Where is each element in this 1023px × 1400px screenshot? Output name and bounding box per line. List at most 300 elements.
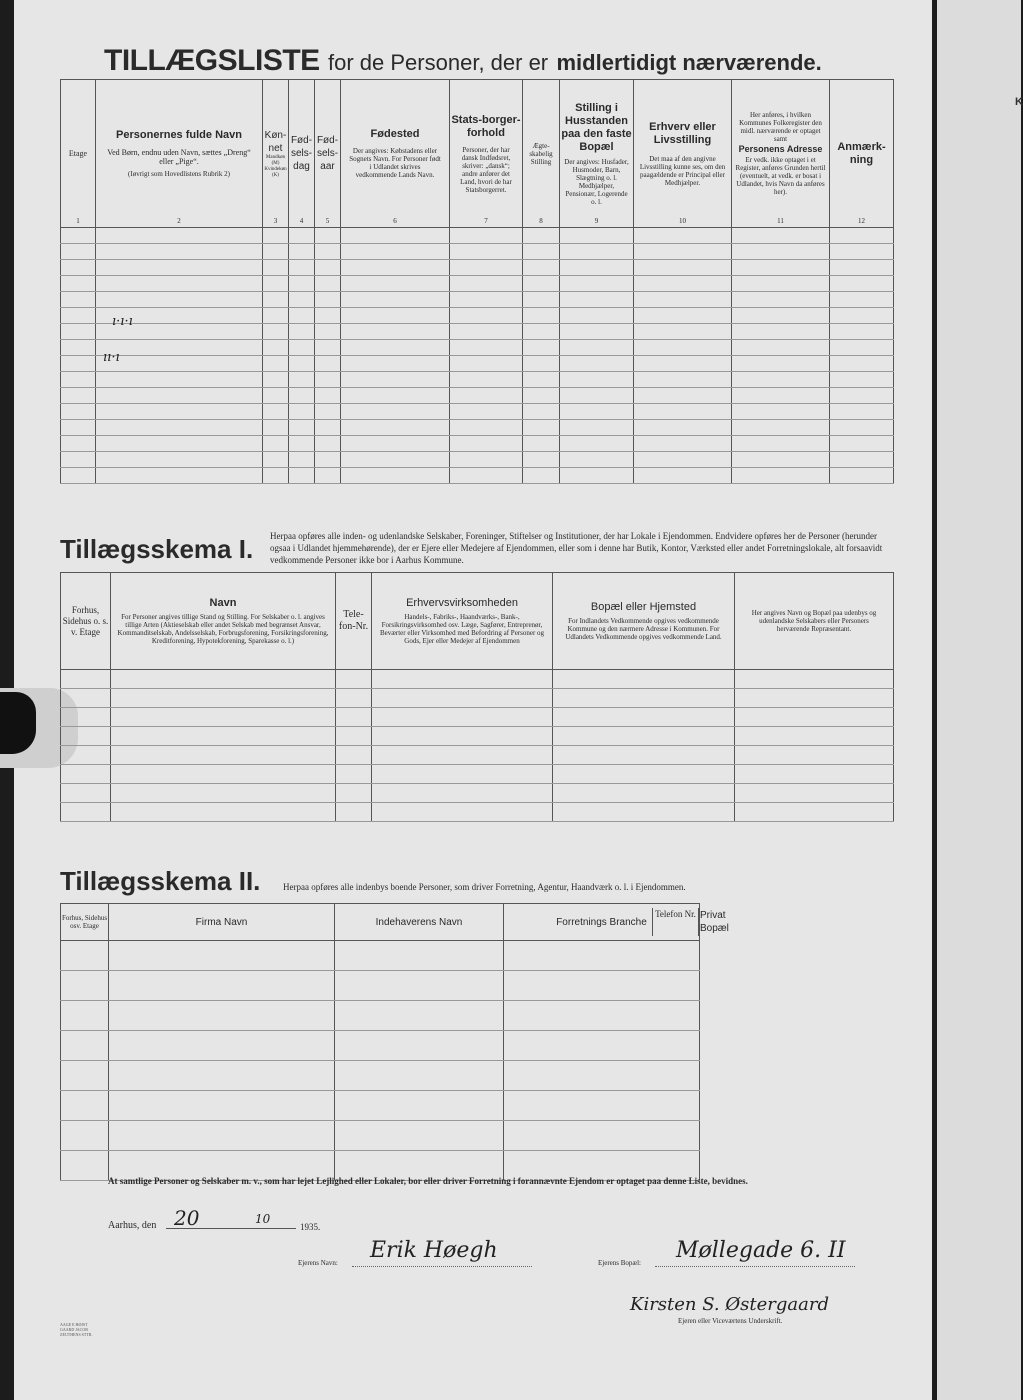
s1-col-etage: Forhus, Sidehus o. s. v. Etage <box>61 573 111 670</box>
table-cell[interactable] <box>315 260 341 276</box>
table-cell[interactable] <box>341 356 450 372</box>
table-cell[interactable] <box>61 244 96 260</box>
skema2-row <box>61 1031 894 1061</box>
list-row <box>61 420 894 436</box>
table-cell[interactable] <box>109 1001 335 1031</box>
table-cell[interactable] <box>61 308 96 324</box>
table-cell[interactable] <box>335 971 504 1001</box>
table-cell[interactable] <box>560 292 634 308</box>
table-cell[interactable] <box>735 803 894 822</box>
table-cell[interactable] <box>830 468 894 484</box>
table-cell[interactable] <box>560 276 634 292</box>
table-cell[interactable] <box>560 244 634 260</box>
table-cell[interactable] <box>335 1061 504 1091</box>
table-cell[interactable] <box>111 670 336 689</box>
table-cell[interactable] <box>560 324 634 340</box>
table-cell[interactable] <box>450 340 523 356</box>
table-cell[interactable] <box>553 708 735 727</box>
table-cell[interactable] <box>560 436 634 452</box>
list-row <box>61 468 894 484</box>
table-cell[interactable] <box>315 308 341 324</box>
s1-col-erhverv: Erhvervsvirksomheden Handels-, Fabriks-, Haandværks-, Bank-, Forsikringsvirksomhed osv. Læge, Sagfører, Entreprenør, Beværter eller Virksomhed med Befordring af Personer og Gods, Ejer eller Medejer af Ejendommen <box>372 573 553 670</box>
table-cell[interactable] <box>289 420 315 436</box>
table-cell[interactable] <box>111 784 336 803</box>
table-cell[interactable] <box>336 765 372 784</box>
table-cell[interactable] <box>96 356 263 372</box>
table-cell[interactable] <box>523 228 560 244</box>
table-cell[interactable] <box>523 308 560 324</box>
table-cell[interactable] <box>263 324 289 340</box>
table-cell[interactable] <box>289 244 315 260</box>
table-cell[interactable] <box>735 784 894 803</box>
table-cell[interactable] <box>111 765 336 784</box>
table-cell[interactable] <box>315 452 341 468</box>
table-cell[interactable] <box>450 228 523 244</box>
table-cell[interactable] <box>553 784 735 803</box>
table-cell[interactable] <box>560 388 634 404</box>
table-cell[interactable] <box>109 941 335 971</box>
table-cell[interactable] <box>341 436 450 452</box>
table-cell[interactable] <box>96 452 263 468</box>
table-cell[interactable] <box>61 292 96 308</box>
table-cell[interactable] <box>560 404 634 420</box>
table-cell[interactable] <box>335 941 504 971</box>
table-cell[interactable] <box>289 404 315 420</box>
table-cell[interactable] <box>553 727 735 746</box>
table-cell[interactable] <box>523 468 560 484</box>
table-cell[interactable] <box>341 324 450 340</box>
table-cell[interactable] <box>553 765 735 784</box>
table-cell[interactable] <box>61 372 96 388</box>
table-cell[interactable] <box>450 244 523 260</box>
table-cell[interactable] <box>450 468 523 484</box>
table-cell[interactable] <box>830 244 894 260</box>
table-cell[interactable] <box>263 260 289 276</box>
table-cell[interactable] <box>830 340 894 356</box>
table-cell[interactable] <box>341 244 450 260</box>
table-cell[interactable] <box>263 420 289 436</box>
col-anmaerkning: Anmærk-ning 12 <box>830 80 894 228</box>
list-row <box>61 452 894 468</box>
table-cell[interactable] <box>732 292 830 308</box>
table-cell[interactable] <box>263 340 289 356</box>
table-cell[interactable] <box>560 452 634 468</box>
table-cell[interactable] <box>450 372 523 388</box>
table-cell[interactable] <box>523 452 560 468</box>
table-cell[interactable] <box>634 404 732 420</box>
table-cell[interactable] <box>450 324 523 340</box>
table-cell[interactable] <box>735 689 894 708</box>
table-cell[interactable] <box>96 228 263 244</box>
table-cell[interactable] <box>111 746 336 765</box>
table-cell[interactable] <box>61 971 109 1001</box>
table-cell[interactable] <box>61 1001 109 1031</box>
table-cell[interactable] <box>61 228 96 244</box>
table-cell[interactable] <box>830 324 894 340</box>
table-cell[interactable] <box>61 708 111 727</box>
table-cell[interactable] <box>335 1121 504 1151</box>
table-cell[interactable] <box>96 340 263 356</box>
skema1-row <box>61 746 894 765</box>
table-cell[interactable] <box>732 420 830 436</box>
table-cell[interactable] <box>553 670 735 689</box>
table-cell[interactable] <box>341 388 450 404</box>
table-cell[interactable] <box>372 746 553 765</box>
owner-name-line <box>352 1266 532 1267</box>
table-cell[interactable] <box>735 670 894 689</box>
list-row <box>61 244 894 260</box>
table-cell[interactable] <box>111 727 336 746</box>
table-cell[interactable] <box>732 324 830 340</box>
table-cell[interactable] <box>289 468 315 484</box>
table-cell[interactable] <box>504 941 700 971</box>
table-cell[interactable] <box>61 689 111 708</box>
table-cell[interactable] <box>450 404 523 420</box>
table-cell[interactable] <box>372 803 553 822</box>
table-cell[interactable] <box>732 452 830 468</box>
list-row <box>61 308 894 324</box>
table-cell[interactable] <box>315 292 341 308</box>
table-cell[interactable] <box>263 468 289 484</box>
table-cell[interactable] <box>504 1121 700 1151</box>
table-cell[interactable] <box>61 436 96 452</box>
table-cell[interactable] <box>634 340 732 356</box>
table-cell[interactable] <box>61 452 96 468</box>
table-cell[interactable] <box>263 356 289 372</box>
table-cell[interactable] <box>504 1061 700 1091</box>
table-cell[interactable] <box>341 228 450 244</box>
table-cell[interactable] <box>523 372 560 388</box>
table-cell[interactable] <box>560 340 634 356</box>
table-cell[interactable] <box>732 228 830 244</box>
table-cell[interactable] <box>372 670 553 689</box>
owner-name-label: Ejerens Navn: <box>298 1259 338 1267</box>
table-cell[interactable] <box>341 420 450 436</box>
table-cell[interactable] <box>504 1091 700 1121</box>
skema2-row <box>61 1061 894 1091</box>
table-cell[interactable] <box>732 468 830 484</box>
table-cell[interactable] <box>263 404 289 420</box>
table-cell[interactable] <box>315 468 341 484</box>
list-row <box>61 356 894 372</box>
table-cell[interactable] <box>504 1031 700 1061</box>
table-cell[interactable] <box>315 404 341 420</box>
table-cell[interactable] <box>634 260 732 276</box>
table-cell[interactable] <box>109 1061 335 1091</box>
table-cell[interactable] <box>450 436 523 452</box>
table-cell[interactable] <box>523 436 560 452</box>
table-cell[interactable] <box>830 388 894 404</box>
table-cell[interactable] <box>372 689 553 708</box>
table-cell[interactable] <box>289 228 315 244</box>
table-cell[interactable] <box>61 941 109 971</box>
table-cell[interactable] <box>96 404 263 420</box>
table-cell[interactable] <box>341 452 450 468</box>
s1-col-telefon: Tele-fon-Nr. <box>336 573 372 670</box>
table-cell[interactable] <box>523 260 560 276</box>
table-cell[interactable] <box>263 276 289 292</box>
table-cell[interactable] <box>450 420 523 436</box>
table-cell[interactable] <box>732 404 830 420</box>
table-cell[interactable] <box>372 784 553 803</box>
skema2-row <box>61 941 894 971</box>
table-cell[interactable] <box>634 244 732 260</box>
table-cell[interactable] <box>289 372 315 388</box>
table-cell[interactable] <box>830 420 894 436</box>
table-cell[interactable] <box>109 1091 335 1121</box>
table-cell[interactable] <box>111 689 336 708</box>
table-cell[interactable] <box>341 372 450 388</box>
table-cell[interactable] <box>61 340 96 356</box>
table-cell[interactable] <box>450 292 523 308</box>
table-cell[interactable] <box>450 260 523 276</box>
table-cell[interactable] <box>263 372 289 388</box>
list-row <box>61 228 894 244</box>
table-cell[interactable] <box>96 372 263 388</box>
table-cell[interactable] <box>830 356 894 372</box>
table-cell[interactable] <box>111 708 336 727</box>
table-cell[interactable] <box>341 260 450 276</box>
table-cell[interactable] <box>830 372 894 388</box>
table-cell[interactable] <box>336 784 372 803</box>
table-cell[interactable] <box>289 260 315 276</box>
table-cell[interactable] <box>634 388 732 404</box>
table-cell[interactable] <box>732 388 830 404</box>
col-navn: Personernes fulde Navn Ved Børn, endnu uden Navn, sættes „Dreng“ eller „Pige“. (Iøvrigt som Hovedlistens Rubrik 2) 2 <box>96 80 263 228</box>
table-cell[interactable] <box>341 340 450 356</box>
table-cell[interactable] <box>450 388 523 404</box>
list-row <box>61 372 894 388</box>
table-cell[interactable] <box>336 803 372 822</box>
table-cell[interactable] <box>315 340 341 356</box>
table-cell[interactable] <box>341 276 450 292</box>
table-cell[interactable] <box>830 308 894 324</box>
table-cell[interactable] <box>553 689 735 708</box>
table-cell[interactable] <box>289 452 315 468</box>
table-cell[interactable] <box>263 388 289 404</box>
table-cell[interactable] <box>830 260 894 276</box>
table-cell[interactable] <box>263 292 289 308</box>
table-cell[interactable] <box>560 308 634 324</box>
table-cell[interactable] <box>61 1091 109 1121</box>
table-cell[interactable] <box>634 468 732 484</box>
table-cell[interactable] <box>450 356 523 372</box>
table-cell[interactable] <box>111 803 336 822</box>
table-cell[interactable] <box>732 308 830 324</box>
table-cell[interactable] <box>61 765 111 784</box>
table-cell[interactable] <box>263 452 289 468</box>
skema1-row <box>61 727 894 746</box>
table-cell[interactable] <box>289 308 315 324</box>
table-cell[interactable] <box>289 276 315 292</box>
table-cell[interactable] <box>96 276 263 292</box>
table-cell[interactable] <box>336 689 372 708</box>
table-cell[interactable] <box>315 420 341 436</box>
table-cell[interactable] <box>96 436 263 452</box>
table-cell[interactable] <box>61 468 96 484</box>
table-cell[interactable] <box>61 324 96 340</box>
table-cell[interactable] <box>553 803 735 822</box>
table-cell[interactable] <box>61 784 111 803</box>
table-cell[interactable] <box>61 260 96 276</box>
skema1-description: Herpaa opføres alle inden- og udenlandske Selskaber, Foreninger, Stiftelser og Institutioner, der har Lokale i Ejendommen. Endvidere opføres her de Personer (herunder ogsaa i Udlandet hjemmehørende), der er Ejere eller Medejere af Ejendommen, eller som i denne har Butik, Kontor, Værksted eller andet Forretningslokale, alt forsaavidt vedkommende Personer ikke bor i Aarhus Kommune. <box>270 531 883 565</box>
table-cell[interactable] <box>341 292 450 308</box>
table-cell[interactable] <box>315 372 341 388</box>
skema1-table <box>60 572 894 822</box>
table-cell[interactable] <box>61 1151 109 1181</box>
table-cell[interactable] <box>732 276 830 292</box>
table-cell[interactable] <box>560 372 634 388</box>
table-cell[interactable] <box>263 228 289 244</box>
table-cell[interactable] <box>732 356 830 372</box>
skema2-row <box>61 971 894 1001</box>
table-cell[interactable] <box>61 1031 109 1061</box>
table-cell[interactable] <box>560 260 634 276</box>
s2-col-telefon: Telefon Nr. <box>652 908 699 936</box>
table-cell[interactable] <box>315 356 341 372</box>
table-cell[interactable] <box>634 228 732 244</box>
table-cell[interactable] <box>735 765 894 784</box>
table-cell[interactable] <box>315 436 341 452</box>
col-foedselsaar: Fød-sels-aar 5 <box>315 80 341 228</box>
table-cell[interactable] <box>732 260 830 276</box>
table-cell[interactable] <box>289 436 315 452</box>
table-cell[interactable] <box>450 276 523 292</box>
table-cell[interactable] <box>523 404 560 420</box>
s2-col-indehaver: Indehaverens Navn <box>335 904 504 941</box>
table-cell[interactable] <box>336 670 372 689</box>
table-cell[interactable] <box>341 404 450 420</box>
table-cell[interactable] <box>523 340 560 356</box>
table-cell[interactable] <box>336 727 372 746</box>
table-cell[interactable] <box>504 1001 700 1031</box>
table-cell[interactable] <box>830 452 894 468</box>
table-cell[interactable] <box>335 1031 504 1061</box>
table-cell[interactable] <box>732 340 830 356</box>
table-cell[interactable] <box>634 292 732 308</box>
table-cell[interactable] <box>315 388 341 404</box>
table-cell[interactable] <box>61 803 111 822</box>
table-cell[interactable] <box>263 244 289 260</box>
table-cell[interactable] <box>96 468 263 484</box>
table-cell[interactable] <box>61 670 111 689</box>
table-cell[interactable] <box>109 1121 335 1151</box>
table-cell[interactable] <box>335 1001 504 1031</box>
table-cell[interactable] <box>560 228 634 244</box>
table-cell[interactable] <box>523 244 560 260</box>
list-row <box>61 292 894 308</box>
main-list-table <box>60 79 894 484</box>
table-cell[interactable] <box>315 244 341 260</box>
table-cell[interactable] <box>523 324 560 340</box>
table-cell[interactable] <box>61 276 96 292</box>
skema2-title: Tillægsskema II. <box>60 866 261 896</box>
table-cell[interactable] <box>336 708 372 727</box>
table-cell[interactable] <box>61 404 96 420</box>
table-cell[interactable] <box>61 1061 109 1091</box>
table-cell[interactable] <box>523 356 560 372</box>
col-statsborger: Stats-borger-forhold Personer, der har dansk Indfødsret, skriver: „dansk“; andre anfører det Land, hvori de har Statsborgerret. 7 <box>450 80 523 228</box>
table-cell[interactable] <box>96 388 263 404</box>
table-cell[interactable] <box>372 708 553 727</box>
table-cell[interactable] <box>109 971 335 1001</box>
table-cell[interactable] <box>634 324 732 340</box>
table-cell[interactable] <box>560 356 634 372</box>
table-cell[interactable] <box>830 228 894 244</box>
table-cell[interactable] <box>341 468 450 484</box>
table-cell[interactable] <box>523 292 560 308</box>
table-cell[interactable] <box>61 388 96 404</box>
table-cell[interactable] <box>289 324 315 340</box>
table-cell[interactable] <box>504 971 700 1001</box>
table-cell[interactable] <box>732 244 830 260</box>
table-cell[interactable] <box>523 420 560 436</box>
table-cell[interactable] <box>263 436 289 452</box>
table-cell[interactable] <box>96 420 263 436</box>
table-cell[interactable] <box>289 340 315 356</box>
table-cell[interactable] <box>560 468 634 484</box>
table-cell[interactable] <box>263 308 289 324</box>
table-cell[interactable] <box>634 308 732 324</box>
table-cell[interactable] <box>315 276 341 292</box>
table-cell[interactable] <box>560 420 634 436</box>
table-cell[interactable] <box>553 746 735 765</box>
table-cell[interactable] <box>830 436 894 452</box>
table-cell[interactable] <box>634 420 732 436</box>
table-cell[interactable] <box>634 436 732 452</box>
table-cell[interactable] <box>341 308 450 324</box>
table-cell[interactable] <box>336 746 372 765</box>
skema2-row <box>61 1001 894 1031</box>
table-cell[interactable] <box>96 260 263 276</box>
table-cell[interactable] <box>634 356 732 372</box>
table-cell[interactable] <box>289 388 315 404</box>
table-cell[interactable] <box>315 324 341 340</box>
table-cell[interactable] <box>61 356 96 372</box>
table-cell[interactable] <box>61 727 111 746</box>
table-cell[interactable] <box>634 452 732 468</box>
table-cell[interactable] <box>732 436 830 452</box>
table-cell[interactable] <box>315 228 341 244</box>
table-cell[interactable] <box>289 292 315 308</box>
table-cell[interactable] <box>372 765 553 784</box>
table-cell[interactable] <box>523 276 560 292</box>
signature: Kirsten S. Østergaard <box>630 1294 829 1315</box>
table-cell[interactable] <box>830 276 894 292</box>
table-cell[interactable] <box>96 244 263 260</box>
table-cell[interactable] <box>109 1031 335 1061</box>
table-cell[interactable] <box>735 746 894 765</box>
table-cell[interactable] <box>732 372 830 388</box>
table-cell[interactable] <box>735 727 894 746</box>
table-cell[interactable] <box>830 292 894 308</box>
table-cell[interactable] <box>830 404 894 420</box>
table-cell[interactable] <box>96 292 263 308</box>
table-cell[interactable] <box>61 746 111 765</box>
table-cell[interactable] <box>372 727 553 746</box>
table-cell[interactable] <box>634 276 732 292</box>
skema2-row <box>61 1091 894 1121</box>
table-cell[interactable] <box>335 1091 504 1121</box>
table-cell[interactable] <box>61 1121 109 1151</box>
table-cell[interactable] <box>289 356 315 372</box>
table-cell[interactable] <box>450 308 523 324</box>
table-cell[interactable] <box>735 708 894 727</box>
table-cell[interactable] <box>450 452 523 468</box>
table-cell[interactable] <box>634 372 732 388</box>
table-cell[interactable] <box>523 388 560 404</box>
table-cell[interactable] <box>61 420 96 436</box>
